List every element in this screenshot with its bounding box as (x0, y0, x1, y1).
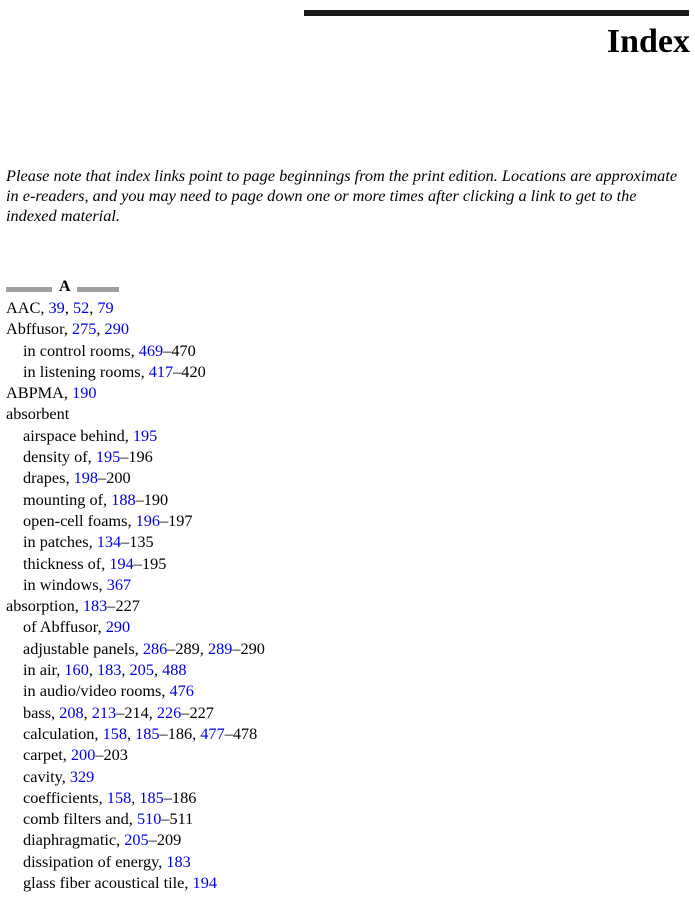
page-link[interactable]: 195 (132, 425, 158, 445)
index-subentry: bass, 208, 213–214, 226–227 (23, 702, 214, 722)
entry-term: cavity (23, 766, 62, 786)
page-range-end: 186 (167, 723, 193, 743)
page-link[interactable]: 275 (71, 319, 97, 339)
index-subentry: drapes, 198–200 (23, 468, 131, 488)
page-title: Index (606, 23, 690, 60)
index-subentry: diaphragmatic, 205–209 (23, 830, 182, 850)
page-link[interactable]: 194 (192, 873, 217, 893)
page-link[interactable]: 134 (96, 532, 122, 552)
index-subentry: glass fiber acoustical tile, 194 (23, 873, 217, 893)
page-link[interactable]: 183 (96, 660, 122, 680)
page-link[interactable]: 158 (102, 723, 127, 743)
entry-term: ABPMA (6, 383, 64, 403)
page-link[interactable]: 183 (82, 596, 108, 616)
entry-term: in windows (23, 574, 99, 594)
page-link[interactable]: 79 (97, 298, 114, 317)
page-range-end: 420 (181, 361, 206, 381)
index-entry: AAC, 39, 52, 79 (6, 298, 114, 317)
page-link[interactable]: 188 (111, 489, 136, 509)
index-subentry: coefficients, 158, 185–186 (23, 787, 197, 807)
page-range-end: 290 (240, 638, 265, 658)
page-link[interactable]: 226 (156, 702, 182, 722)
index-subentry: adjustable panels, 286–289, 289–290 (23, 638, 265, 658)
index-subentry: comb filters and, 510–511 (23, 809, 194, 829)
page-link[interactable]: 183 (166, 851, 191, 871)
page-link[interactable]: 417 (148, 361, 174, 381)
page-range-end: 197 (168, 510, 193, 530)
entry-term: dissipation of energy (23, 851, 159, 871)
page-link[interactable]: 158 (106, 787, 132, 807)
entry-term: comb filters and (23, 809, 129, 829)
page-link[interactable]: 185 (135, 723, 160, 743)
entry-term: drapes (23, 468, 66, 488)
index-subentry: in air, 160, 183, 205, 488 (23, 660, 187, 680)
index-subentry: of Abffusor, 290 (23, 617, 131, 637)
page-link[interactable]: 52 (72, 298, 90, 317)
entry-term: carpet (23, 745, 63, 765)
entry-term: glass fiber acoustical tile (23, 873, 185, 893)
page-link[interactable]: 195 (95, 447, 121, 467)
page-link[interactable]: 194 (109, 553, 134, 573)
index-subentry: dissipation of energy, 183 (23, 851, 191, 871)
index-entries (6, 297, 690, 893)
page-link[interactable]: 200 (70, 745, 96, 765)
letter-heading (6, 277, 119, 297)
page-link[interactable]: 205 (124, 830, 149, 850)
page-range-end: 203 (103, 745, 128, 765)
page-link[interactable]: 329 (69, 766, 95, 786)
entry-term: diaphragmatic (23, 830, 117, 850)
page-link[interactable]: 290 (105, 617, 131, 637)
page-link[interactable]: 205 (129, 660, 154, 680)
index-entry: absorption, 183–227 (6, 596, 140, 616)
entry-term: calculation (23, 723, 95, 743)
entry-term: in air (23, 660, 57, 680)
page-range-end: 511 (169, 809, 194, 829)
page-link[interactable]: 196 (135, 510, 160, 530)
entry-term: coefficients (23, 787, 99, 807)
entry-term: Abffusor (6, 319, 64, 339)
entry-term: density of (23, 447, 88, 467)
page-range-end: 209 (156, 830, 182, 850)
top-rule (304, 10, 689, 16)
index-subentry: mounting of, 188–190 (23, 489, 169, 509)
entry-term: in listening rooms (23, 361, 141, 381)
entry-term: absorbent (6, 404, 70, 424)
page-link[interactable]: 290 (104, 319, 129, 339)
index-subentry: open-cell foams, 196–197 (23, 510, 193, 530)
page-link[interactable]: 488 (162, 660, 187, 680)
page-link[interactable]: 198 (73, 468, 99, 488)
page-range-end: 214 (124, 702, 149, 722)
page-link[interactable]: 510 (136, 809, 162, 829)
letter-divider-left (6, 287, 52, 292)
page-link[interactable]: 213 (91, 702, 117, 722)
entry-term: of Abffusor (23, 617, 98, 637)
index-subentry: in listening rooms, 417–420 (23, 361, 206, 381)
index-subentry: density of, 195–196 (23, 447, 153, 467)
entry-term: airspace behind (23, 425, 125, 445)
page-range-end: 289 (175, 638, 200, 658)
page-link[interactable]: 476 (169, 681, 194, 701)
page-range-end: 190 (143, 489, 169, 509)
index-subentry: in windows, 367 (23, 574, 132, 594)
index-subentry: in audio/video rooms, 476 (23, 681, 194, 701)
entry-term: absorption (6, 596, 75, 616)
index-subentry: cavity, 329 (23, 766, 95, 786)
entry-term: AAC (6, 298, 41, 317)
page-range-end: 186 (171, 787, 197, 807)
entry-term: bass (23, 702, 52, 722)
letter-divider-right (77, 287, 119, 292)
page-link[interactable]: 208 (59, 702, 84, 722)
index-subentry: airspace behind, 195 (23, 425, 158, 445)
entry-term: in control rooms (23, 340, 131, 360)
index-subentry: carpet, 200–203 (23, 745, 128, 765)
page-range-end: 227 (189, 702, 214, 722)
page-range-end: 195 (141, 553, 167, 573)
page-link[interactable]: 39 (48, 298, 65, 317)
index-note: Please note that index links point to page beginnings from the print edition. Locations are approximate in e-readers, and you may need to page down one or more times after clicking a link to get to the indexed material. (6, 166, 678, 225)
page-link[interactable]: 289 (207, 638, 233, 658)
index-entry: Abffusor, 275, 290 (6, 319, 129, 339)
index-subentry: in control rooms, 469–470 (23, 340, 196, 360)
index-subentry: thickness of, 194–195 (23, 553, 167, 573)
index-subentry: calculation, 158, 185–186, 477–478 (23, 723, 258, 743)
letter-label: A (59, 278, 71, 295)
entry-term: thickness of (23, 553, 102, 573)
page-link[interactable]: 185 (139, 787, 164, 807)
index-entry: ABPMA, 190 (6, 383, 97, 403)
page-range-end: 478 (232, 723, 258, 743)
page-range-end: 135 (129, 532, 154, 552)
page-link[interactable]: 367 (106, 574, 132, 594)
page-link[interactable]: 286 (142, 638, 168, 658)
entry-term: mounting of (23, 489, 104, 509)
page-link[interactable]: 160 (64, 660, 89, 680)
page-link[interactable]: 477 (200, 723, 225, 743)
entry-term: adjustable panels (23, 638, 135, 658)
index-subentry: in patches, 134–135 (23, 532, 154, 552)
entry-term: in audio/video rooms (23, 681, 162, 701)
page-range-end: 227 (115, 596, 140, 616)
page-range-end: 470 (171, 340, 196, 360)
entry-term: in patches (23, 532, 89, 552)
page-range-end: 200 (106, 468, 131, 488)
index-entry (6, 403, 690, 424)
entry-term: open-cell foams (23, 510, 128, 530)
page-range-end: 196 (128, 447, 153, 467)
page-link[interactable]: 469 (138, 340, 164, 360)
page-link[interactable]: 190 (72, 383, 97, 403)
